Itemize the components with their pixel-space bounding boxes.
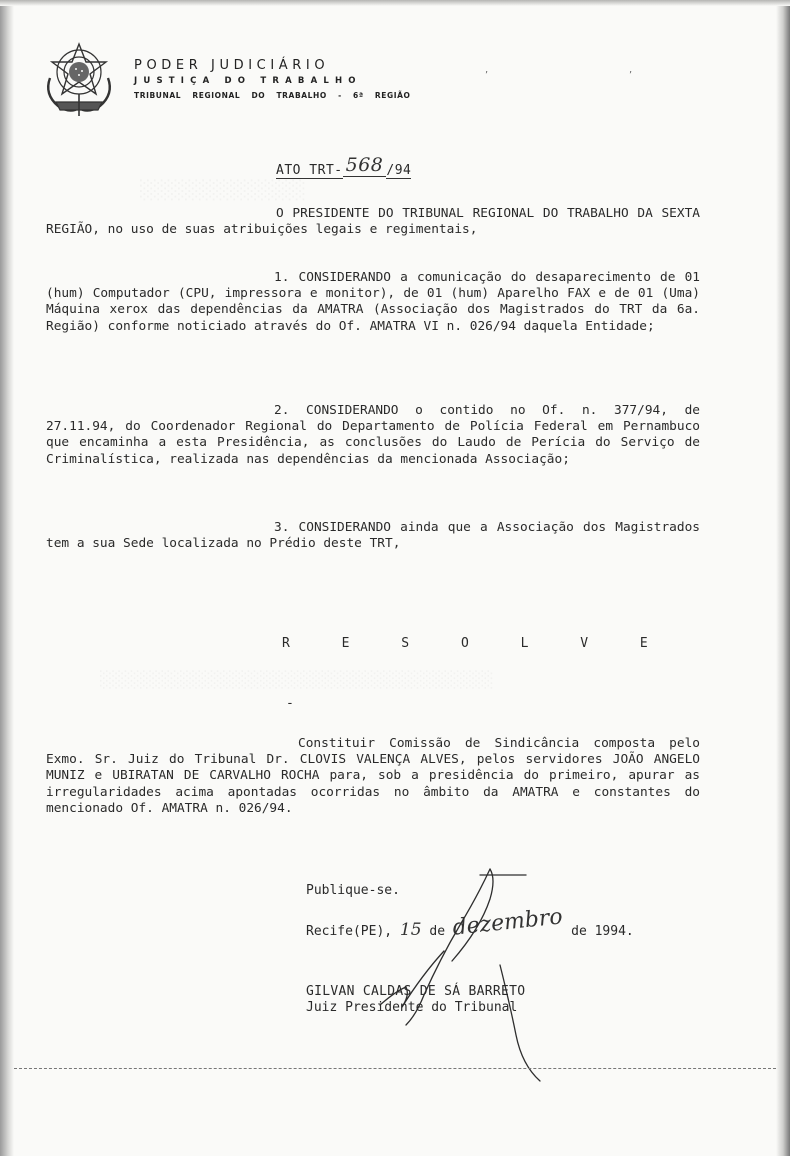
considerando-2: 2. CONSIDERANDO o contido no Of. n. 377/94, de 27.11.94, do Coordenador Regional do Departamento de Polícia Federal em Pernambuco que encaminha a esta Presidência, as conclusões do Laudo de Perícia do Serviço de Criminalística, realizada nas dependências da mencionada Associação; xyxy=(46,403,700,467)
show-through-text xyxy=(140,180,306,201)
date-de: de xyxy=(429,924,446,939)
date-year: de 1994. xyxy=(571,924,634,939)
header-poder-judiciario: PODER JUDICIÁRIO xyxy=(134,58,330,73)
resolve-heading: R E S O L V E xyxy=(282,636,670,651)
header-tribunal-regional: TRIBUNAL REGIONAL DO TRABALHO - 6ª REGIÃO xyxy=(134,91,411,100)
publique-se: Publique-se. xyxy=(306,883,400,898)
date-place: Recife(PE), xyxy=(306,924,393,939)
scan-edge-top xyxy=(0,0,790,6)
scan-edge-right xyxy=(776,0,790,1156)
resolve-dash: - xyxy=(286,696,294,711)
signatory-role: Juiz Presidente do Tribunal xyxy=(306,1000,518,1015)
scan-speck: ’ xyxy=(628,70,633,79)
signatory-name: GILVAN CALDAS DE SÁ BARRETO xyxy=(306,984,526,999)
scan-speck: ’ xyxy=(484,70,489,79)
act-suffix: /94 xyxy=(386,163,412,178)
preamble: O PRESIDENTE DO TRIBUNAL REGIONAL DO TRABALHO DA SEXTA REGIÃO, no uso de suas atribuições legais e regimentais, xyxy=(46,206,700,238)
brazil-coat-of-arms-seal-icon xyxy=(36,32,122,118)
scan-edge-left xyxy=(0,0,14,1156)
header-justica-trabalho: JUSTIÇA DO TRABALHO xyxy=(134,76,362,86)
act-title xyxy=(276,154,412,180)
considerando-3: 3. CONSIDERANDO ainda que a Associação dos Magistrados tem a sua Sede localizada no Prédio deste TRT, xyxy=(46,520,700,552)
dashed-cut-line xyxy=(14,1068,776,1069)
date-month-handwritten: dezembro xyxy=(451,904,564,941)
act-number-handwritten: 568 xyxy=(343,154,387,177)
show-through-text xyxy=(100,670,494,689)
date-day-handwritten: 15 xyxy=(399,920,422,940)
decision-text: Constituir Comissão de Sindicância composta pelo Exmo. Sr. Juiz do Tribunal Dr. CLOVIS VALENÇA ALVES, pelos servidores JOÃO ANGELO MUNIZ e UBIRATAN DE CARVALHO ROCHA para, sob a presidência do primeiro, apurar as irregularidades acima apontadas ocorridas no âmbito da AMATRA e constantes do mencionado Of. AMATRA n. 026/94. xyxy=(46,736,700,816)
handwritten-signature-icon xyxy=(340,855,570,1085)
act-prefix: ATO TRT- xyxy=(276,163,343,178)
considerando-1: 1. CONSIDERANDO a comunicação do desaparecimento de 01 (hum) Computador (CPU, impressora e monitor), de 01 (hum) Aparelho FAX e de 01 (Uma) Máquina xerox das dependências da AMATRA (Associação dos Magistrados do TRT da 6a. Região) conforme noticiado através do Of. AMATRA VI n. 026/94 daquela Entidade; xyxy=(46,270,700,334)
